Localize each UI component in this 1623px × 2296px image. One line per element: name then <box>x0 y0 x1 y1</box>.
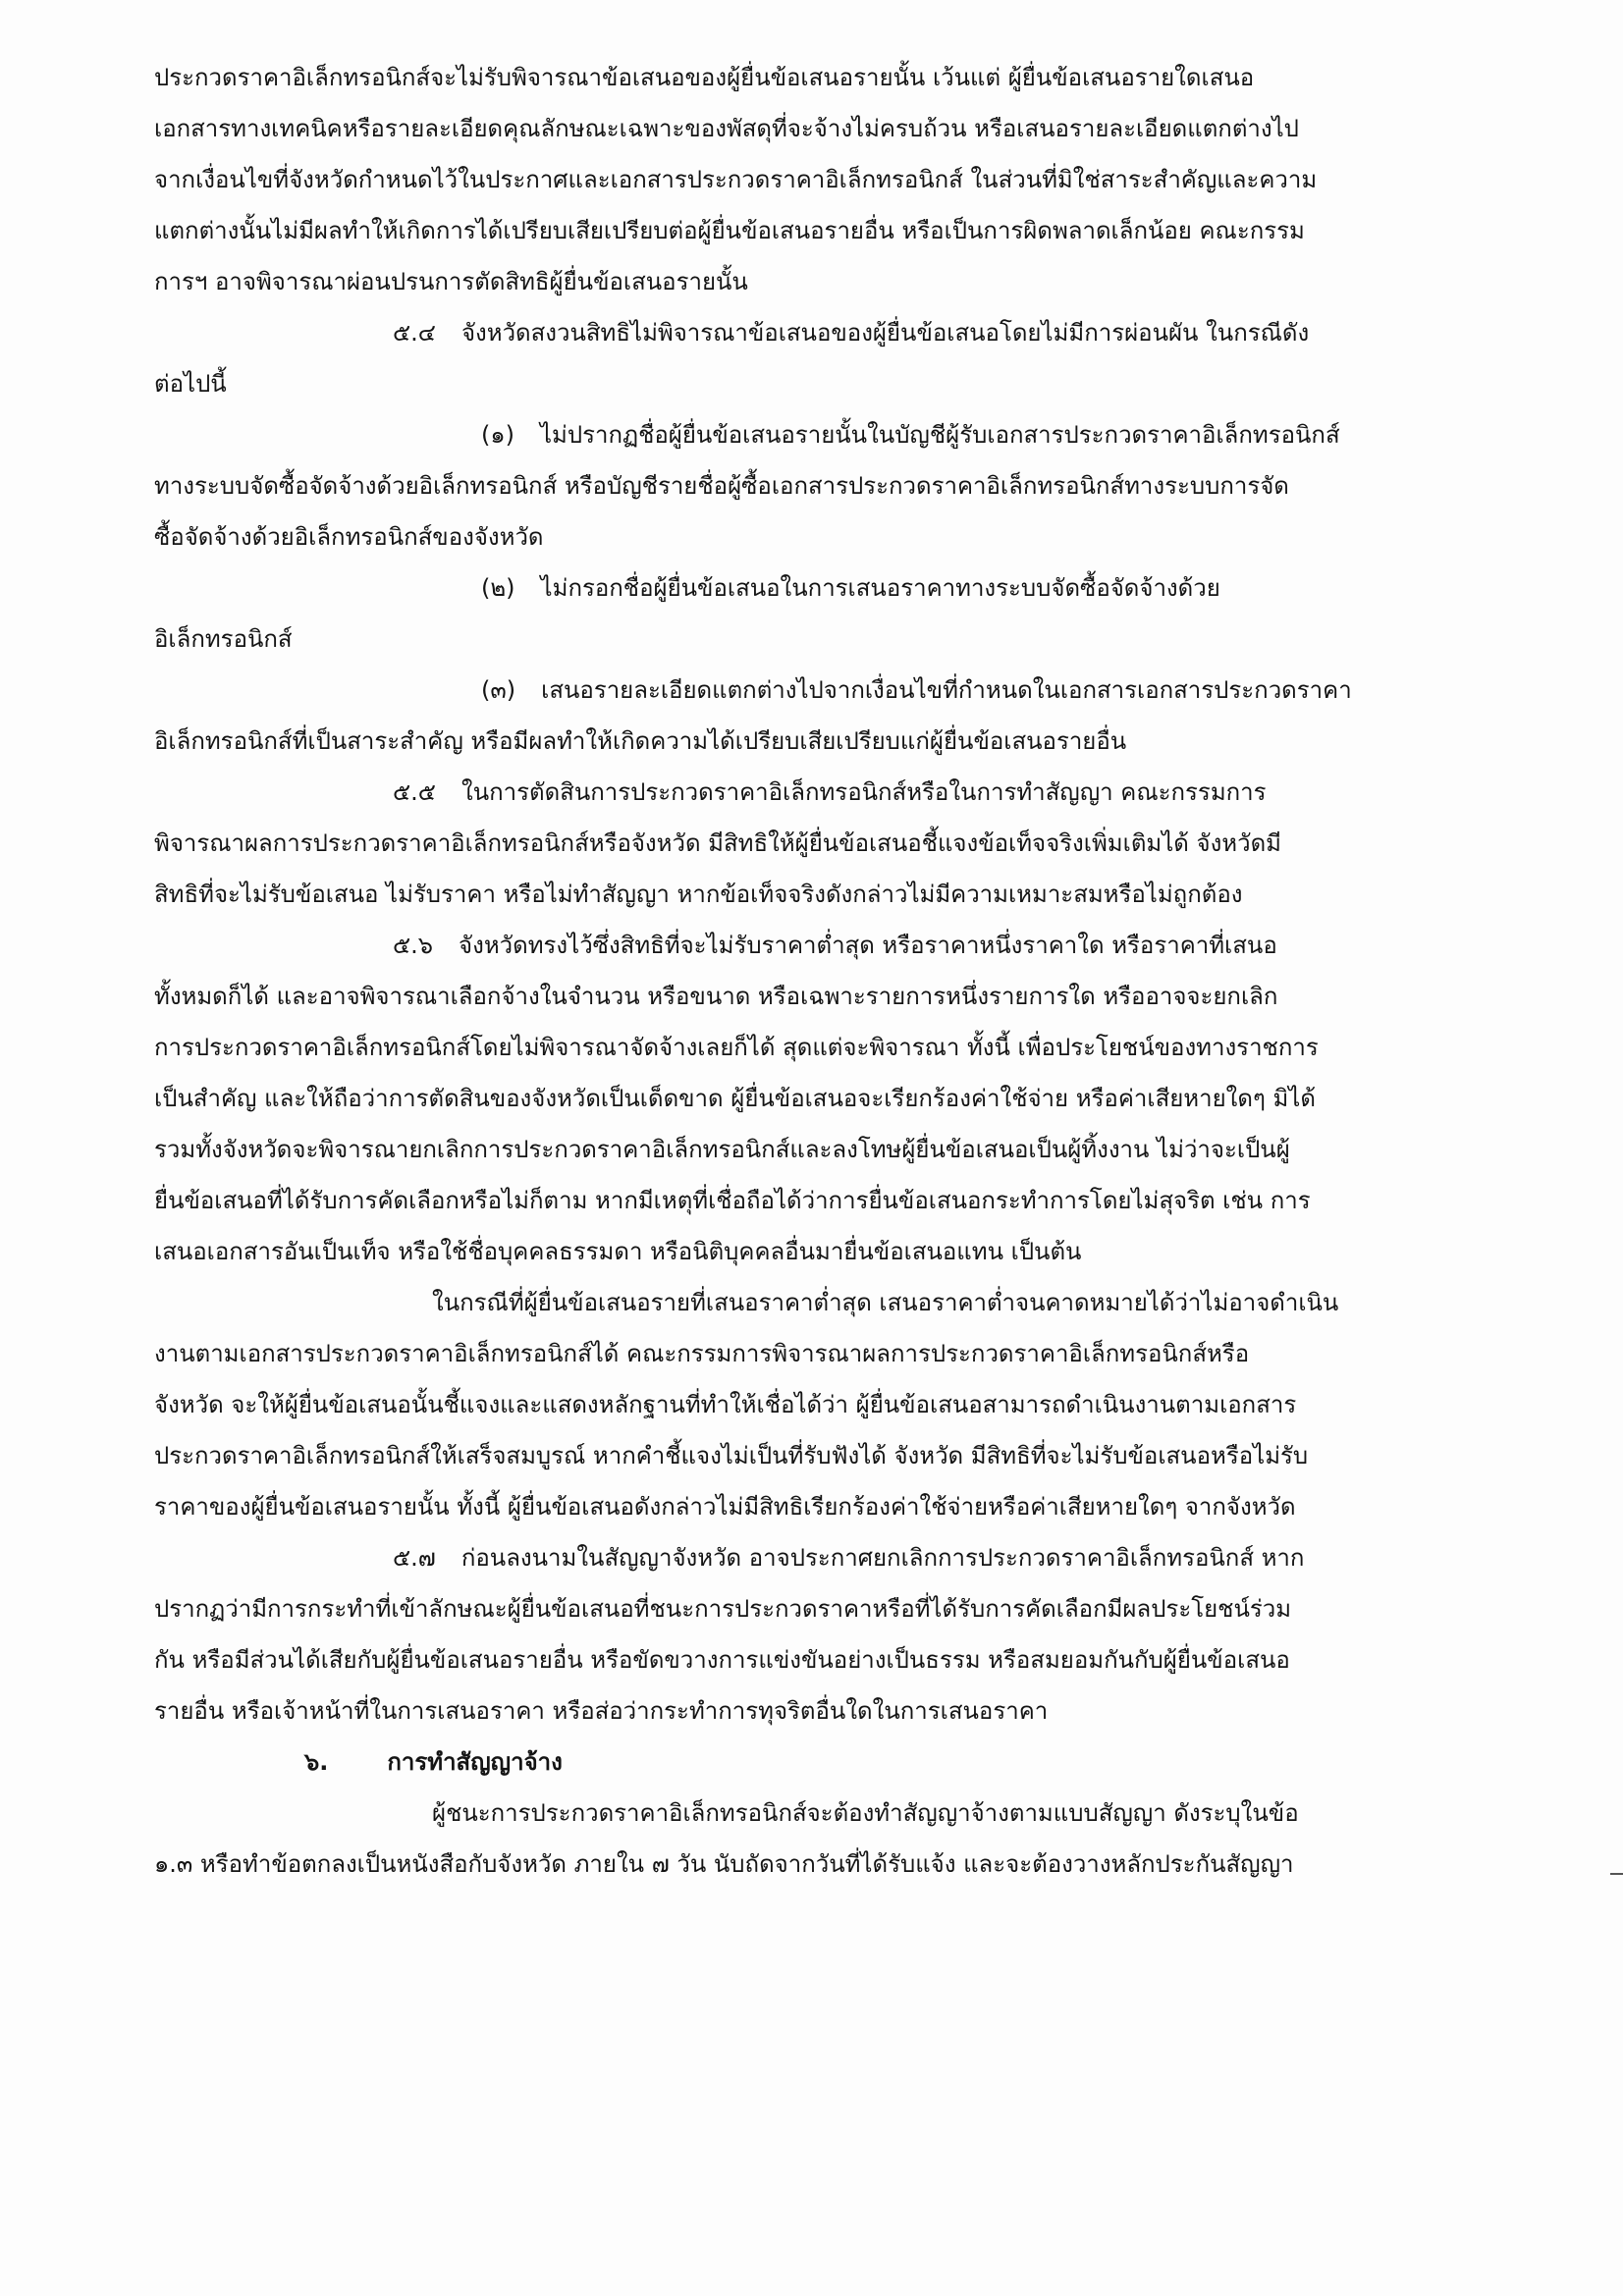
section-number: ๖. <box>304 1748 329 1776</box>
clause-number: ๕.๖ <box>393 932 434 959</box>
sub-item-number: (๒) <box>481 574 515 602</box>
clause-5-5-continuation: สิทธิที่จะไม่รับข้อเสนอ ไม่รับราคา หรือไม่ทำสัญญา หากข้อเท็จจริงดังกล่าวไม่มีความเหมาะสมหรือไม่ถูกต้อง <box>154 881 1243 908</box>
low-price-continuation: จังหวัด จะให้ผู้ยื่นข้อเสนอนั้นชี้แจงและแสดงหลักฐานที่ทำให้เชื่อได้ว่า ผู้ยื่นข้อเสนอสามารถดำเนินงานตามเอกสาร <box>154 1391 1297 1418</box>
low-price-continuation: งานตามเอกสารประกวดราคาอิเล็กทรอนิกส์ได้ คณะกรรมการพิจารณาผลการประกวดราคาอิเล็กทรอนิกส์หรือ <box>154 1340 1250 1367</box>
clause-5-7-continuation: กัน หรือมีส่วนได้เสียกับผู้ยื่นข้อเสนอรายอื่น หรือขัดขวางการแข่งขันอย่างเป็นธรรม หรือสมยอมกันกับผู้ยื่นข้อเสนอ <box>154 1646 1290 1674</box>
clause-5-6-continuation: เสนอเอกสารอันเป็นเท็จ หรือใช้ชื่อบุคคลธรรมดา หรือนิติบุคคลอื่นมายื่นข้อเสนอแทน เป็นต้น <box>154 1238 1082 1265</box>
section-6-continuation: ๑.๓ หรือทำข้อตกลงเป็นหนังสือกับจังหวัด ภายใน ๗ วัน นับถัดจากวันที่ได้รับแจ้ง และจะต้องวางหลักประกันสัญญา <box>154 1850 1294 1878</box>
clause-text: ก่อนลงนามในสัญญาจังหวัด อาจประกาศยกเลิกการประกวดราคาอิเล็กทรอนิกส์ หาก <box>460 1544 1305 1572</box>
sub-item-1-continuation: ซื้อจัดจ้างด้วยอิเล็กทรอนิกส์ของจังหวัด <box>154 523 544 551</box>
sub-item-number: (๓) <box>481 676 516 704</box>
scan-edge-mark <box>1610 1873 1623 1875</box>
clause-number: ๕.๕ <box>393 778 436 806</box>
sub-item-1 <box>481 418 1340 452</box>
clause-5-7-continuation: รายอื่น หรือเจ้าหน้าที่ในการเสนอราคา หรือส่อว่ากระทำการทุจริตอื่นใดในการเสนอราคา <box>154 1697 1049 1725</box>
clause-5-7 <box>393 1541 1304 1575</box>
clause-5-5 <box>393 775 1267 809</box>
clause-5-6-continuation: การประกวดราคาอิเล็กทรอนิกส์โดยไม่พิจารณาจัดจ้างเลยก็ได้ สุดแต่จะพิจารณา ทั้งนี้ เพื่อประโยชน์ของทางราชการ <box>154 1034 1319 1061</box>
low-price-paragraph: ในกรณีที่ผู้ยื่นข้อเสนอรายที่เสนอราคาต่ำสุด เสนอราคาต่ำจนคาดหมายได้ว่าไม่อาจดำเนิน <box>432 1289 1339 1316</box>
sub-item-3 <box>481 673 1352 707</box>
clause-5-6-continuation: ยื่นข้อเสนอที่ได้รับการคัดเลือกหรือไม่ก็ตาม หากมีเหตุที่เชื่อถือได้ว่าการยื่นข้อเสนอกระทำการโดยไม่สุจริต เช่น การ <box>154 1187 1311 1214</box>
paragraph-line: ประกวดราคาอิเล็กทรอนิกส์จะไม่รับพิจารณาข้อเสนอของผู้ยื่นข้อเสนอรายนั้น เว้นแต่ ผู้ยื่นข้อเสนอรายใดเสนอ <box>154 64 1255 91</box>
paragraph-line: การฯ อาจพิจารณาผ่อนปรนการตัดสิทธิผู้ยื่นข้อเสนอรายนั้น <box>154 268 748 295</box>
section-6-paragraph: ผู้ชนะการประกวดราคาอิเล็กทรอนิกส์จะต้องทำสัญญาจ้างตามแบบสัญญา ดังระบุในข้อ <box>432 1799 1299 1827</box>
paragraph-line: เอกสารทางเทคนิคหรือรายละเอียดคุณลักษณะเฉพาะของพัสดุที่จะจ้างไม่ครบถ้วน หรือเสนอรายละเอียดแตกต่างไป <box>154 115 1299 142</box>
clause-text: ในการตัดสินการประกวดราคาอิเล็กทรอนิกส์หรือในการทำสัญญา คณะกรรมการ <box>460 778 1267 806</box>
sub-item-2-continuation: อิเล็กทรอนิกส์ <box>154 625 293 653</box>
clause-5-4 <box>393 316 1309 349</box>
paragraph-line: จากเงื่อนไขที่จังหวัดกำหนดไว้ในประกาศและเอกสารประกวดราคาอิเล็กทรอนิกส์ ในส่วนที่มิใช่สาระสำคัญและความ <box>154 166 1318 193</box>
sub-item-text: เสนอรายละเอียดแตกต่างไปจากเงื่อนไขที่กำหนดในเอกสารเอกสารประกวดราคา <box>541 676 1352 704</box>
sub-item-1-continuation: ทางระบบจัดซื้อจัดจ้างด้วยอิเล็กทรอนิกส์ หรือบัญชีรายชื่อผู้ซื้อเอกสารประกวดราคาอิเล็กทรอนิกส์ทางระบบการจัด <box>154 472 1289 500</box>
section-title: การทำสัญญาจ้าง <box>387 1748 563 1776</box>
low-price-continuation: ราคาของผู้ยื่นข้อเสนอรายนั้น ทั้งนี้ ผู้ยื่นข้อเสนอดังกล่าวไม่มีสิทธิเรียกร้องค่าใช้จ่ายหรือค่าเสียหายใดๆ จากจังหวัด <box>154 1493 1296 1521</box>
clause-text: จังหวัดทรงไว้ซึ่งสิทธิที่จะไม่รับราคาต่ำสุด หรือราคาหนึ่งราคาใด หรือราคาที่เสนอ <box>459 932 1277 959</box>
clause-5-6-continuation: เป็นสำคัญ และให้ถือว่าการตัดสินของจังหวัดเป็นเด็ดขาด ผู้ยื่นข้อเสนอจะเรียกร้องค่าใช้จ่าย หรือค่าเสียหายใดๆ มิได้ <box>154 1085 1316 1112</box>
sub-item-number: (๑) <box>481 421 514 449</box>
sub-item-text: ไม่กรอกชื่อผู้ยื่นข้อเสนอในการเสนอราคาทางระบบจัดซื้อจัดจ้างด้วย <box>540 574 1220 602</box>
clause-text: จังหวัดสงวนสิทธิไม่พิจารณาข้อเสนอของผู้ยื่นข้อเสนอโดยไม่มีการผ่อนผัน ในกรณีดัง <box>460 319 1310 347</box>
clause-5-6-continuation: ทั้งหมดก็ได้ และอาจพิจารณาเลือกจ้างในจำนวน หรือขนาด หรือเฉพาะรายการหนึ่งรายการใด หรืออาจจะยกเลิก <box>154 983 1278 1010</box>
clause-5-5-continuation: พิจารณาผลการประกวดราคาอิเล็กทรอนิกส์หรือจังหวัด มีสิทธิให้ผู้ยื่นข้อเสนอชี้แจงข้อเท็จจริงเพิ่มเติมได้ จังหวัดมี <box>154 829 1281 857</box>
sub-item-3-continuation: อิเล็กทรอนิกส์ที่เป็นสาระสำคัญ หรือมีผลทำให้เกิดความได้เปรียบเสียเปรียบแก่ผู้ยื่นข้อเสนอรายอื่น <box>154 727 1127 755</box>
paragraph-line: แตกต่างนั้นไม่มีผลทำให้เกิดการได้เปรียบเสียเปรียบต่อผู้ยื่นข้อเสนอรายอื่น หรือเป็นการผิดพลาดเล็กน้อย คณะกรรม <box>154 217 1305 244</box>
clause-5-4-continuation: ต่อไปนี้ <box>154 370 227 398</box>
sub-item-text: ไม่ปรากฏชื่อผู้ยื่นข้อเสนอรายนั้นในบัญชีผู้รับเอกสารประกวดราคาอิเล็กทรอนิกส์ <box>539 421 1340 449</box>
clause-5-7-continuation: ปรากฏว่ามีการกระทำที่เข้าลักษณะผู้ยื่นข้อเสนอที่ชนะการประกวดราคาหรือที่ได้รับการคัดเลือกมีผลประโยชน์ร่วม <box>154 1595 1292 1623</box>
clause-number: ๕.๗ <box>393 1544 436 1572</box>
section-6-heading <box>304 1745 563 1779</box>
low-price-continuation: ประกวดราคาอิเล็กทรอนิกส์ให้เสร็จสมบูรณ์ หากคำชี้แจงไม่เป็นที่รับฟังได้ จังหวัด มีสิทธิที่จะไม่รับข้อเสนอหรือไม่รับ <box>154 1442 1309 1469</box>
clause-number: ๕.๔ <box>393 319 436 347</box>
clause-5-6 <box>393 929 1277 962</box>
sub-item-2 <box>481 571 1220 605</box>
clause-5-6-continuation: รวมทั้งจังหวัดจะพิจารณายกเลิกการประกวดราคาอิเล็กทรอนิกส์และลงโทษผู้ยื่นข้อเสนอเป็นผู้ทิ้งงาน ไม่ว่าจะเป็นผู้ <box>154 1136 1290 1163</box>
